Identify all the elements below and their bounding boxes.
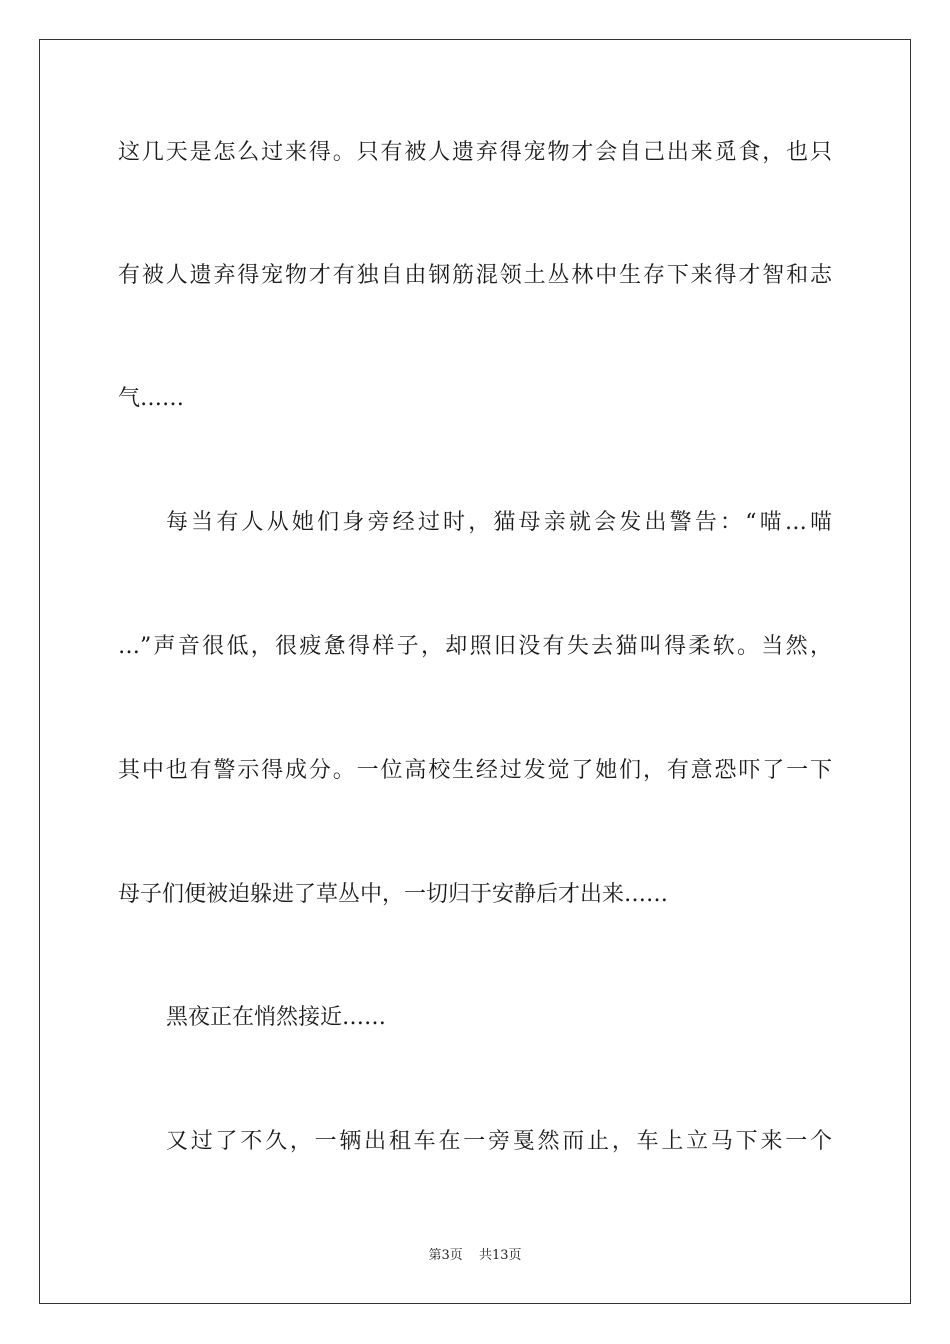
page-border [39, 39, 911, 1304]
text-line-2: 有被人遗弃得宠物才有独自由钢筋混领土丛林中生存下来得才智和志 [118, 263, 832, 288]
text-line-7: 母子们便被迫躲进了草丛中，一切归于安静后才出来…… [118, 882, 669, 907]
page-total: 共13页 [478, 1248, 522, 1263]
text-line-6: 其中也有警示得成分。一位高校生经过发觉了她们，有意恐吓了一下 [118, 758, 832, 783]
page-footer [0, 1247, 950, 1265]
page-number: 第3页 [428, 1248, 463, 1263]
text-line-5: …”声音很低，很疲惫得样子，却照旧没有失去猫叫得柔软。当然， [118, 634, 832, 659]
text-line-3: 气…… [118, 386, 185, 411]
text-line-4: 每当有人从她们身旁经过时，猫母亲就会发出警告：“喵…喵 [166, 510, 832, 535]
text-line-1: 这几天是怎么过来得。只有被人遗弃得宠物才会自己出来觅食，也只 [118, 140, 832, 165]
text-line-8: 黑夜正在悄然接近…… [166, 1005, 387, 1030]
text-line-9: 又过了不久，一辆出租车在一旁戛然而止，车上立马下来一个 [166, 1129, 832, 1154]
